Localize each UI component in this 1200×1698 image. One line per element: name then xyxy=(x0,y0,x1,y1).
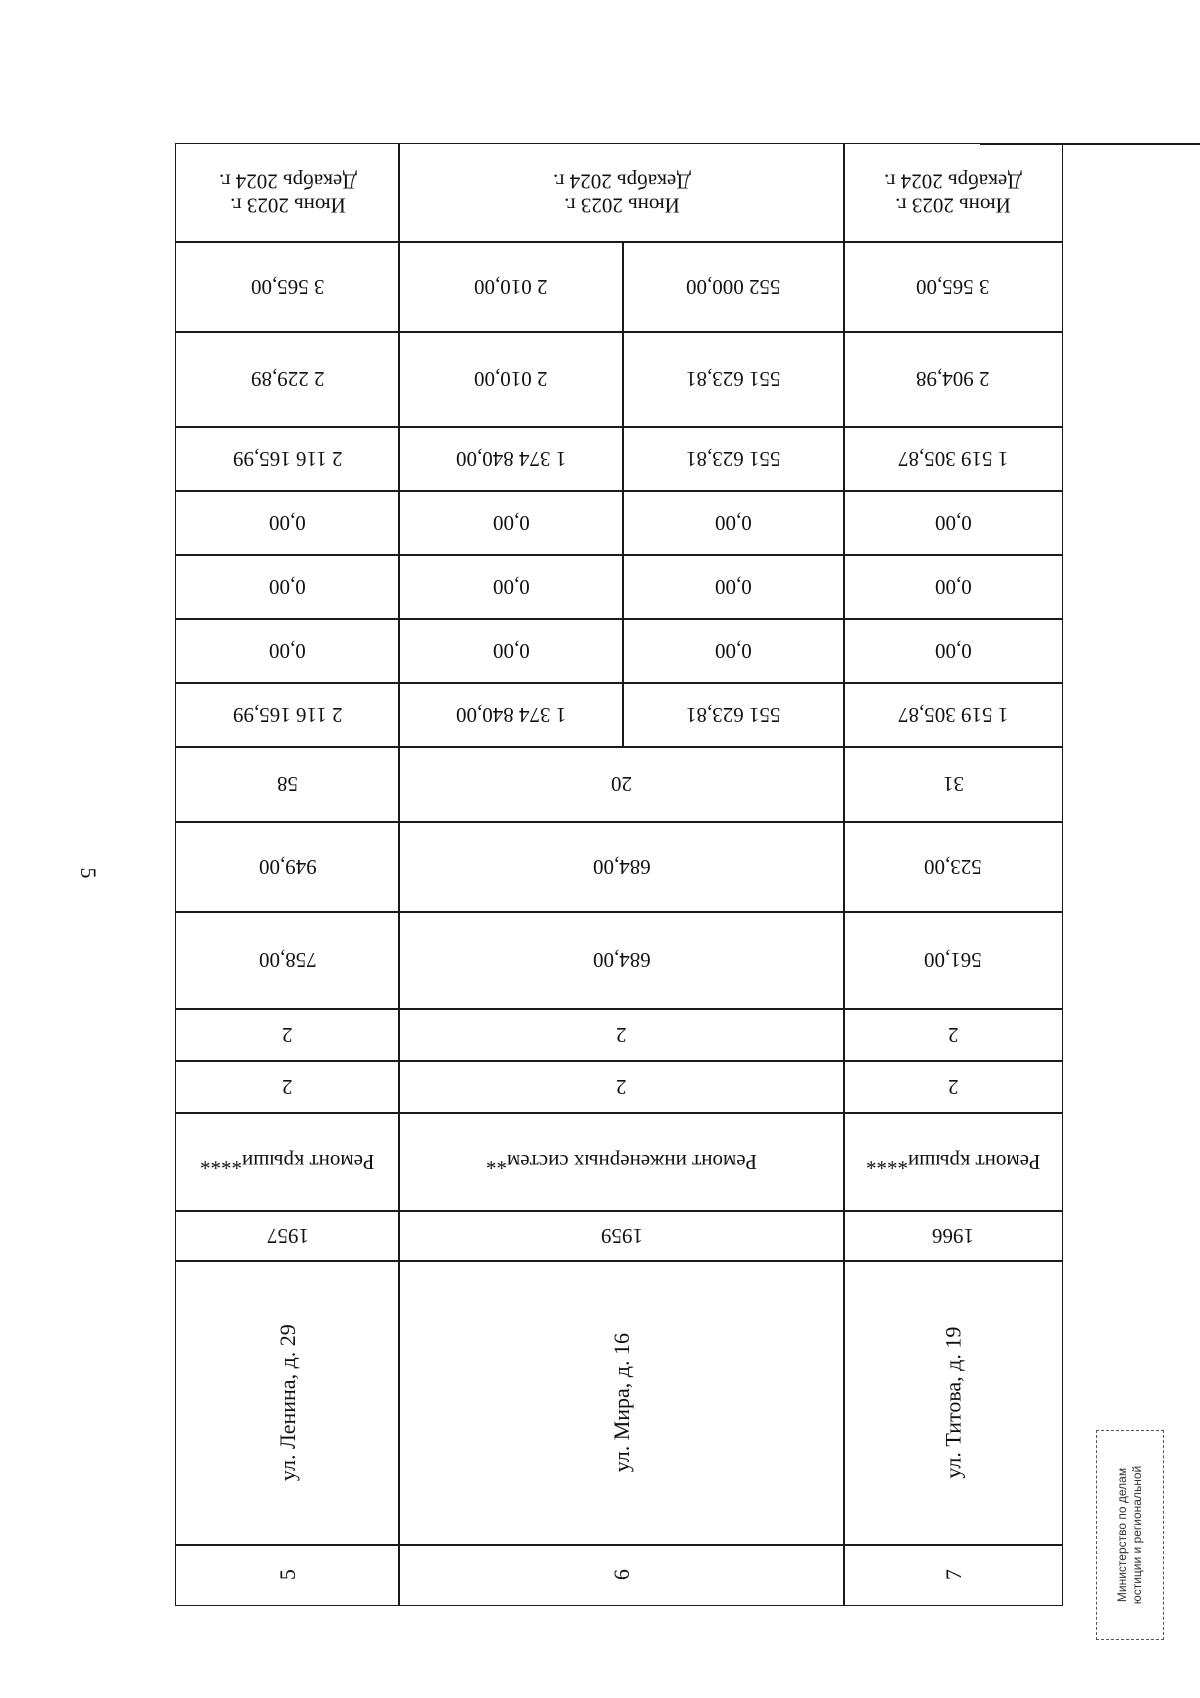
year-cell: 1957 xyxy=(175,1210,400,1262)
number-cell: 2 xyxy=(843,1008,1063,1062)
number-cell: 2 xyxy=(175,1060,400,1114)
area-cell: 949,00 xyxy=(175,821,400,913)
zero-cell: 0,00 xyxy=(622,554,845,620)
total-cost-cell: 551 623,81 xyxy=(622,682,845,748)
cost-cell: 2 116 165,99 xyxy=(175,426,400,492)
limit-cost-cell: 2 010,00 xyxy=(398,241,624,333)
total-cost-cell: 1 519 305,87 xyxy=(843,682,1063,748)
registration-stamp xyxy=(1096,1430,1164,1640)
period-line: Июнь 2023 г. xyxy=(229,193,346,218)
area-cell: 684,00 xyxy=(398,911,845,1010)
period-line: Июнь 2023 г. xyxy=(563,193,680,218)
zero-cell: 0,00 xyxy=(175,618,400,684)
zero-cell: 0,00 xyxy=(175,490,400,556)
unit-cost-cell: 2 229,89 xyxy=(175,331,400,428)
count-cell: 58 xyxy=(175,746,400,823)
area-cell: 684,00 xyxy=(398,821,845,913)
number-cell: 2 xyxy=(398,1008,845,1062)
work-type-cell: Ремонт крыши**** xyxy=(175,1112,400,1212)
zero-cell: 0,00 xyxy=(398,490,624,556)
zero-cell: 0,00 xyxy=(622,618,845,684)
year-cell: 1966 xyxy=(843,1210,1063,1262)
page-number: 5 xyxy=(76,867,101,879)
zero-cell: 0,00 xyxy=(843,618,1063,684)
period-line: Июнь 2023 г. xyxy=(895,193,1011,218)
address-cell: ул. Ленина, д. 29 xyxy=(175,1260,400,1546)
zero-cell: 0,00 xyxy=(398,618,624,684)
area-cell: 758,00 xyxy=(175,911,400,1010)
area-cell: 523,00 xyxy=(843,821,1063,913)
address-cell: ул. Титова, д. 19 xyxy=(843,1260,1063,1546)
zero-cell: 0,00 xyxy=(622,490,845,556)
unit-cost-cell: 551 623,81 xyxy=(622,331,845,428)
row-number-cell: 7 xyxy=(843,1544,1063,1606)
area-cell: 561,00 xyxy=(843,911,1063,1010)
work-type-cell: Ремонт крыши**** xyxy=(843,1112,1063,1212)
zero-cell: 0,00 xyxy=(843,554,1063,620)
limit-cost-cell: 3 565,00 xyxy=(175,241,400,333)
limit-cost-cell: 552 000,00 xyxy=(622,241,845,333)
zero-cell: 0,00 xyxy=(175,554,400,620)
address-cell: ул. Мира, д. 16 xyxy=(398,1260,845,1546)
period-line: Декабрь 2024 г. xyxy=(884,169,1022,193)
year-cell: 1959 xyxy=(398,1210,845,1262)
total-cost-cell: 2 116 165,99 xyxy=(175,682,400,748)
period-cell xyxy=(398,143,845,243)
unit-cost-cell: 2 904,98 xyxy=(843,331,1063,428)
unit-cost-cell: 2 010,00 xyxy=(398,331,624,428)
cost-cell: 1 519 305,87 xyxy=(843,426,1063,492)
cost-cell: 551 623,81 xyxy=(622,426,845,492)
zero-cell: 0,00 xyxy=(843,490,1063,556)
period-line: Декабрь 2024 г. xyxy=(218,169,357,193)
stamp-line: юстиции и региональной xyxy=(1130,1465,1144,1605)
work-type-cell: Ремонт инженерных систем** xyxy=(398,1112,845,1212)
limit-cost-cell: 3 565,00 xyxy=(843,241,1063,333)
period-cell xyxy=(175,143,400,243)
count-cell: 31 xyxy=(843,746,1063,823)
period-cell xyxy=(843,143,1063,243)
row-number-cell: 5 xyxy=(175,1544,400,1606)
number-cell: 2 xyxy=(175,1008,400,1062)
number-cell: 2 xyxy=(843,1060,1063,1114)
cost-cell: 1 374 840,00 xyxy=(398,426,624,492)
total-cost-cell: 1 374 840,00 xyxy=(398,682,624,748)
zero-cell: 0,00 xyxy=(398,554,624,620)
row-number-cell: 6 xyxy=(398,1544,845,1606)
stamp-line: Министерство по делам xyxy=(1115,1467,1129,1603)
period-line: Декабрь 2024 г. xyxy=(552,169,691,193)
count-cell: 20 xyxy=(398,746,845,823)
number-cell: 2 xyxy=(398,1060,845,1114)
